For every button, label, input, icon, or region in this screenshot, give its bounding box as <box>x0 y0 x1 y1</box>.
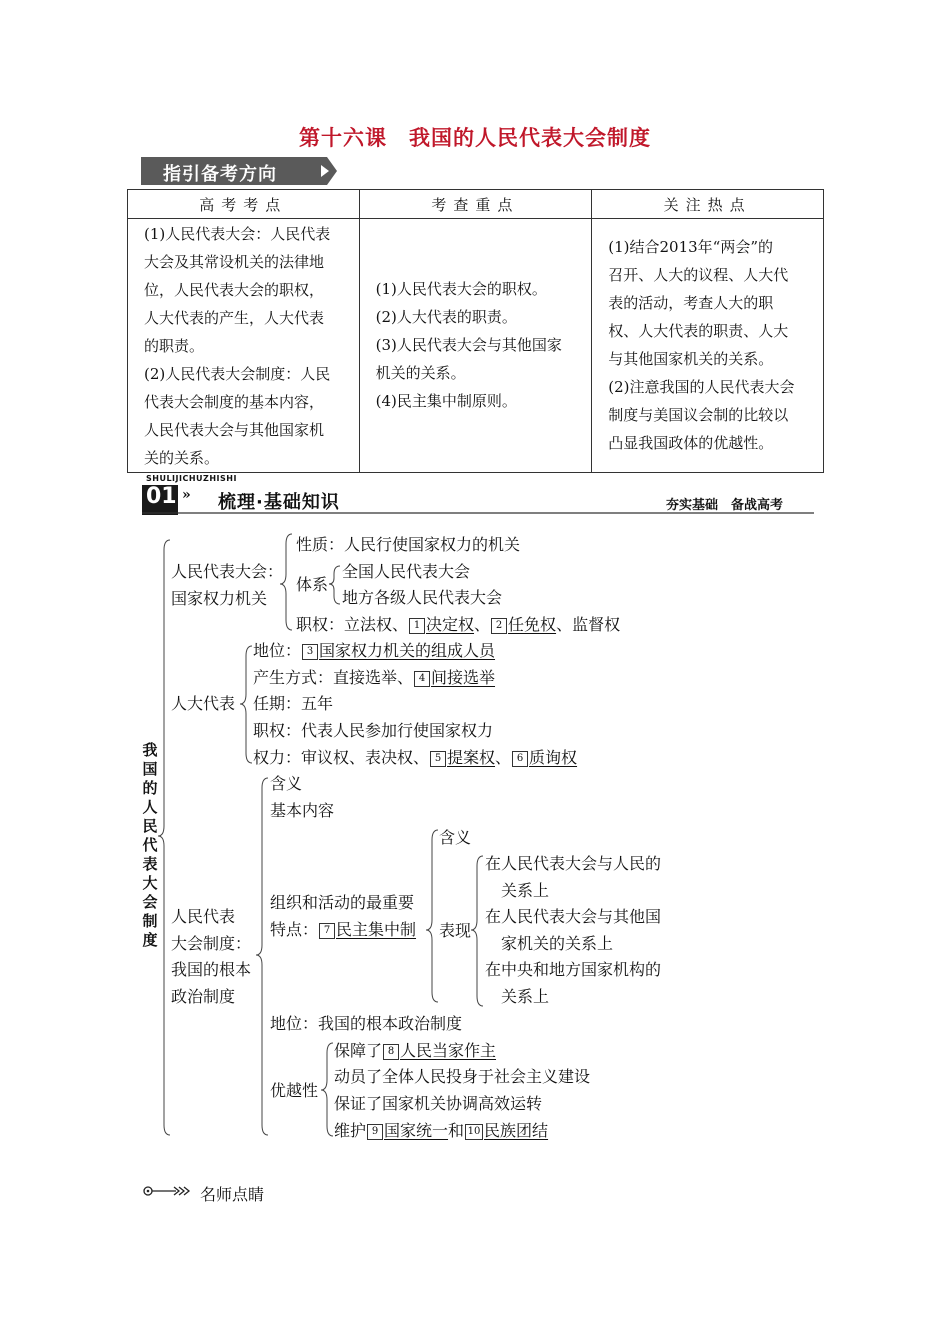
blank-number: 2 <box>491 618 507 634</box>
blank-number: 6 <box>512 751 528 767</box>
answer: 间接选举 <box>431 668 496 687</box>
system-label: 大会制度： <box>171 934 252 953</box>
cell-line: (1)人民代表大会的职权。 <box>375 280 547 298</box>
text: 保障了 <box>334 1041 383 1060</box>
superiority-item <box>334 1121 548 1141</box>
cell-line: 表的活动，考查人大的职 <box>608 294 774 312</box>
blank-number: 10 <box>465 1124 483 1140</box>
text: 职权：立法权、 <box>296 615 409 634</box>
text: 和 <box>448 1121 465 1140</box>
system-feature <box>270 920 416 940</box>
cell-line: 机关的关系。 <box>375 364 466 382</box>
text: 地位： <box>253 641 302 660</box>
cell-line: 制度与美国议会制的比较以 <box>608 406 789 424</box>
text: 产生方式：直接选举、 <box>253 668 414 687</box>
deputy-rights <box>253 748 577 768</box>
text: 、 <box>495 748 512 767</box>
deputy-duty: 职权：代表人民参加行使国家权力 <box>253 721 494 740</box>
system-label: 政治制度 <box>171 987 236 1006</box>
cell-line: (2)人民代表大会制度：人民 <box>144 365 331 383</box>
feature-expression: 表现 <box>439 921 472 940</box>
answer: 国家权力机关的组成人员 <box>319 641 496 660</box>
answer: 民主集中制 <box>336 920 417 939</box>
section-slogan: 夯实基础 备战高考 <box>666 498 784 513</box>
superiority-item: 动员了全体人民投身于社会主义建设 <box>334 1067 591 1086</box>
answer: 提案权 <box>447 748 496 767</box>
cell-line: 与其他国家机关的关系。 <box>608 350 774 368</box>
cell-line: (1)结合2013年“两会”的 <box>608 238 773 256</box>
section-arrow-icon: » <box>182 487 191 503</box>
deputy-term: 任期：五年 <box>253 694 334 713</box>
system-label: 我国的根本 <box>171 960 252 979</box>
system-content: 基本内容 <box>270 801 335 820</box>
section-title: 梳理·基础知识 <box>218 492 340 513</box>
expression-item: 关系上 <box>501 881 550 900</box>
expression-item: 家机关的关系上 <box>501 934 614 953</box>
deputy-status <box>253 641 495 661</box>
blank-number: 3 <box>302 644 318 660</box>
expression-item: 关系上 <box>501 987 550 1006</box>
feature-meaning: 含义 <box>439 828 472 847</box>
npc-label: 国家权力机关 <box>171 589 268 608</box>
npc-nature: 性质：人民行使国家权力的机关 <box>296 535 521 554</box>
tree-root-label: 我国的人民代表大会制度 <box>142 741 158 949</box>
system-label: 人民代表 <box>171 907 236 926</box>
npc-system: 体系 <box>296 575 329 594</box>
cell-line: (3)人民代表大会与其他国家 <box>375 336 562 354</box>
text: 、 <box>474 615 491 634</box>
cell-line: 人大代表的产生，人大代表 <box>144 309 325 327</box>
text: 维护 <box>334 1121 367 1140</box>
system-superiority: 优越性 <box>270 1081 319 1100</box>
cell-line: (2)注意我国的人民代表大会 <box>608 378 795 396</box>
answer: 人民当家作主 <box>400 1041 497 1060</box>
blank-number: 1 <box>409 618 425 634</box>
section-number: 01 <box>146 484 177 509</box>
cell-line: 关的关系。 <box>144 449 220 467</box>
guide-label: 指引备考方向 <box>163 164 277 185</box>
answer: 决定权 <box>426 615 475 634</box>
cell-line: (4)民主集中制原则。 <box>375 392 517 410</box>
answer: 民族团结 <box>484 1121 549 1140</box>
system-feature: 组织和活动的最重要 <box>270 893 415 912</box>
system-meaning: 含义 <box>270 774 303 793</box>
cell-line: 大会及其常设机关的法律地 <box>144 253 325 271</box>
cell-line: 人民代表大会与其他国家机 <box>144 421 325 439</box>
cell-line: (1)人民代表大会：人民代表 <box>144 225 331 243</box>
answer: 质询权 <box>529 748 578 767</box>
section-pinyin: SHULIJICHUZHISHI <box>146 474 237 483</box>
page-title: 第十六课 我国的人民代表大会制度 <box>299 125 651 150</box>
npc-label: 人民代表大会： <box>171 562 284 581</box>
tips-label: 名师点睛 <box>200 1185 265 1204</box>
cell-line: 的职责。 <box>144 337 205 355</box>
system-status: 地位：我国的根本政治制度 <box>270 1014 463 1033</box>
table-header: 关注热点 <box>592 190 824 219</box>
expression-item: 在中央和地方国家机构的 <box>485 960 662 979</box>
deputy-label: 人大代表 <box>171 694 236 713</box>
superiority-item <box>334 1041 496 1061</box>
answer: 国家统一 <box>384 1121 449 1140</box>
npc-powers <box>296 615 620 635</box>
blank-number: 4 <box>414 671 430 687</box>
blank-number: 9 <box>367 1124 383 1140</box>
cell-line: (2)人大代表的职责。 <box>375 308 517 326</box>
bullet-arrow-icon <box>142 1184 192 1198</box>
cell-line: 召开、人大的议程、人大代 <box>608 266 789 284</box>
blank-number: 8 <box>383 1044 399 1060</box>
deputy-method <box>253 668 495 688</box>
expression-item: 在人民代表大会与人民的 <box>485 854 662 873</box>
answer: 任免权 <box>508 615 557 634</box>
blank-number: 7 <box>319 923 335 939</box>
npc-system-item: 全国人民代表大会 <box>342 562 471 581</box>
table-header: 考查重点 <box>359 190 592 219</box>
cell-line: 凸显我国政体的优越性。 <box>608 434 774 452</box>
npc-system-item: 地方各级人民代表大会 <box>342 588 503 607</box>
cell-line: 代表大会制度的基本内容， <box>144 393 325 411</box>
blank-number: 5 <box>430 751 446 767</box>
expression-item: 在人民代表大会与其他国 <box>485 907 662 926</box>
superiority-item: 保证了国家机关协调高效运转 <box>334 1094 543 1113</box>
text: 、监督权 <box>556 615 621 634</box>
cell-line: 位，人民代表大会的职权， <box>144 281 325 299</box>
text: 权力：审议权、表决权、 <box>253 748 430 767</box>
cell-line: 权、人大代表的职责、人大 <box>608 322 789 340</box>
text: 特点： <box>270 920 319 939</box>
table-header: 高考考点 <box>128 190 360 219</box>
